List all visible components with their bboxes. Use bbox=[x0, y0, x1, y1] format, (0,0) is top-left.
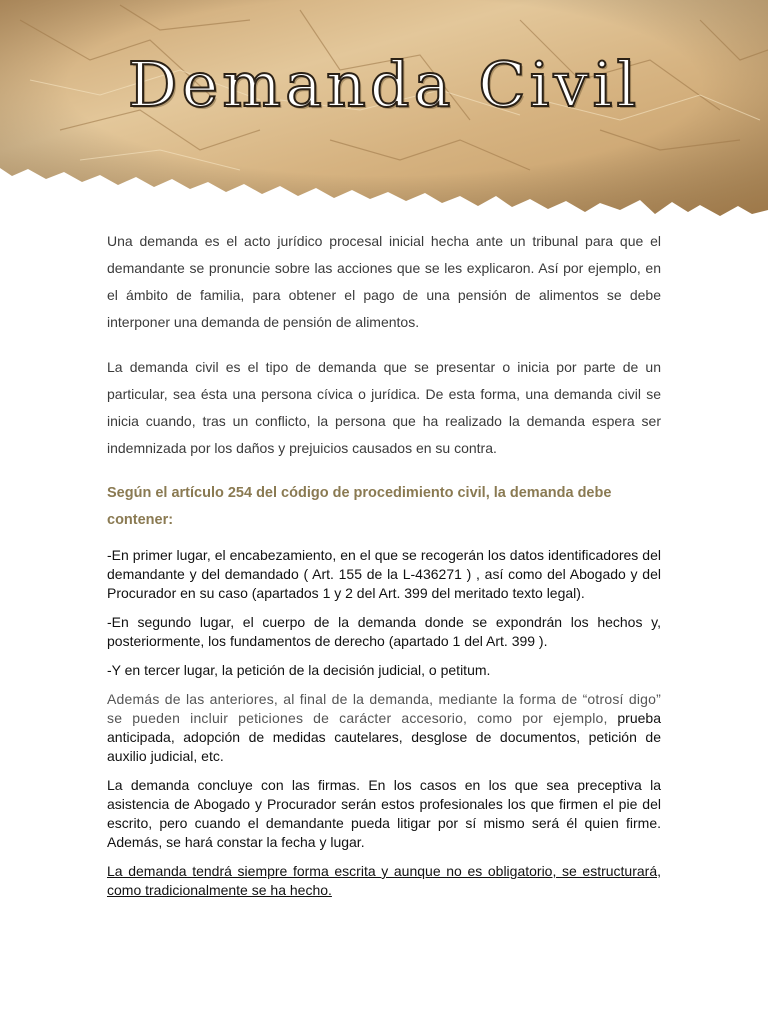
section-subheading: Según el artículo 254 del código de procedimiento civil, la demanda debe contener: bbox=[107, 485, 612, 528]
paragraph-civil-demand: La demanda civil es el tipo de demanda que se presentar o inicia por parte de un particular, sea ésta una persona cívica o jurídica. De esta forma, una demanda civil se inicia cuando, tras un conflicto, la persona que ha realizado la demanda espera ser indemnizada por los daños y prejuicios causados en su contra. bbox=[107, 359, 661, 456]
additional-light-text: Además de las anteriores, al final de la demanda, mediante la forma de “otrosí digo” se pueden incluir peticiones de carácter accesorio, como por ejemplo, bbox=[107, 691, 661, 726]
paragraph-definition: Una demanda es el acto jurídico procesal inicial hecha ante un tribunal para que el demandante se pronuncie sobre las acciones que se les explicaron. Así por ejemplo, en el ámbito de familia, para obtener el pago de una pensión de alimentos se debe interponer una demanda de pensión de alimentos. bbox=[107, 233, 661, 330]
list-item-third: -Y en tercer lugar, la petición de la decisión judicial, o petitum. bbox=[107, 662, 491, 678]
list-item-first: -En primer lugar, el encabezamiento, en el que se recogerán los datos identificadores del demandante y del demandado ( Art. 155 de la L-436271 ) , así como del Abogado y del Procurador en su caso (apartados 1 y 2 del Art. 399 del meritado texto legal). bbox=[107, 547, 661, 601]
paragraph-signatures: La demanda concluye con las firmas. En los casos en los que sea preceptiva la asistencia de Abogado y Procurador serán estos profesionales los que firmen el pie del escrito, pero cuando el demandante pueda litigar por sí mismo será él quien firme. Además, se hará constar la fecha y lugar. bbox=[107, 777, 661, 850]
paragraph-additional bbox=[107, 690, 661, 766]
document-body bbox=[107, 228, 661, 900]
page-title: Demanda Civil bbox=[127, 48, 641, 121]
footer-note-underlined: La demanda tendrá siempre forma escrita y aunque no es obligatorio, se estructurará, como tradicionalmente se ha hecho. bbox=[107, 863, 661, 898]
crumpled-paper-header bbox=[0, 0, 768, 232]
additional-dark-text: prueba anticipada, adopción de medidas cautelares, desglose de documentos, petición de auxilio judicial, etc. bbox=[107, 710, 661, 764]
list-item-second: -En segundo lugar, el cuerpo de la demanda donde se expondrán los hechos y, posteriormente, los fundamentos de derecho (apartado 1 del Art. 399 ). bbox=[107, 614, 661, 649]
